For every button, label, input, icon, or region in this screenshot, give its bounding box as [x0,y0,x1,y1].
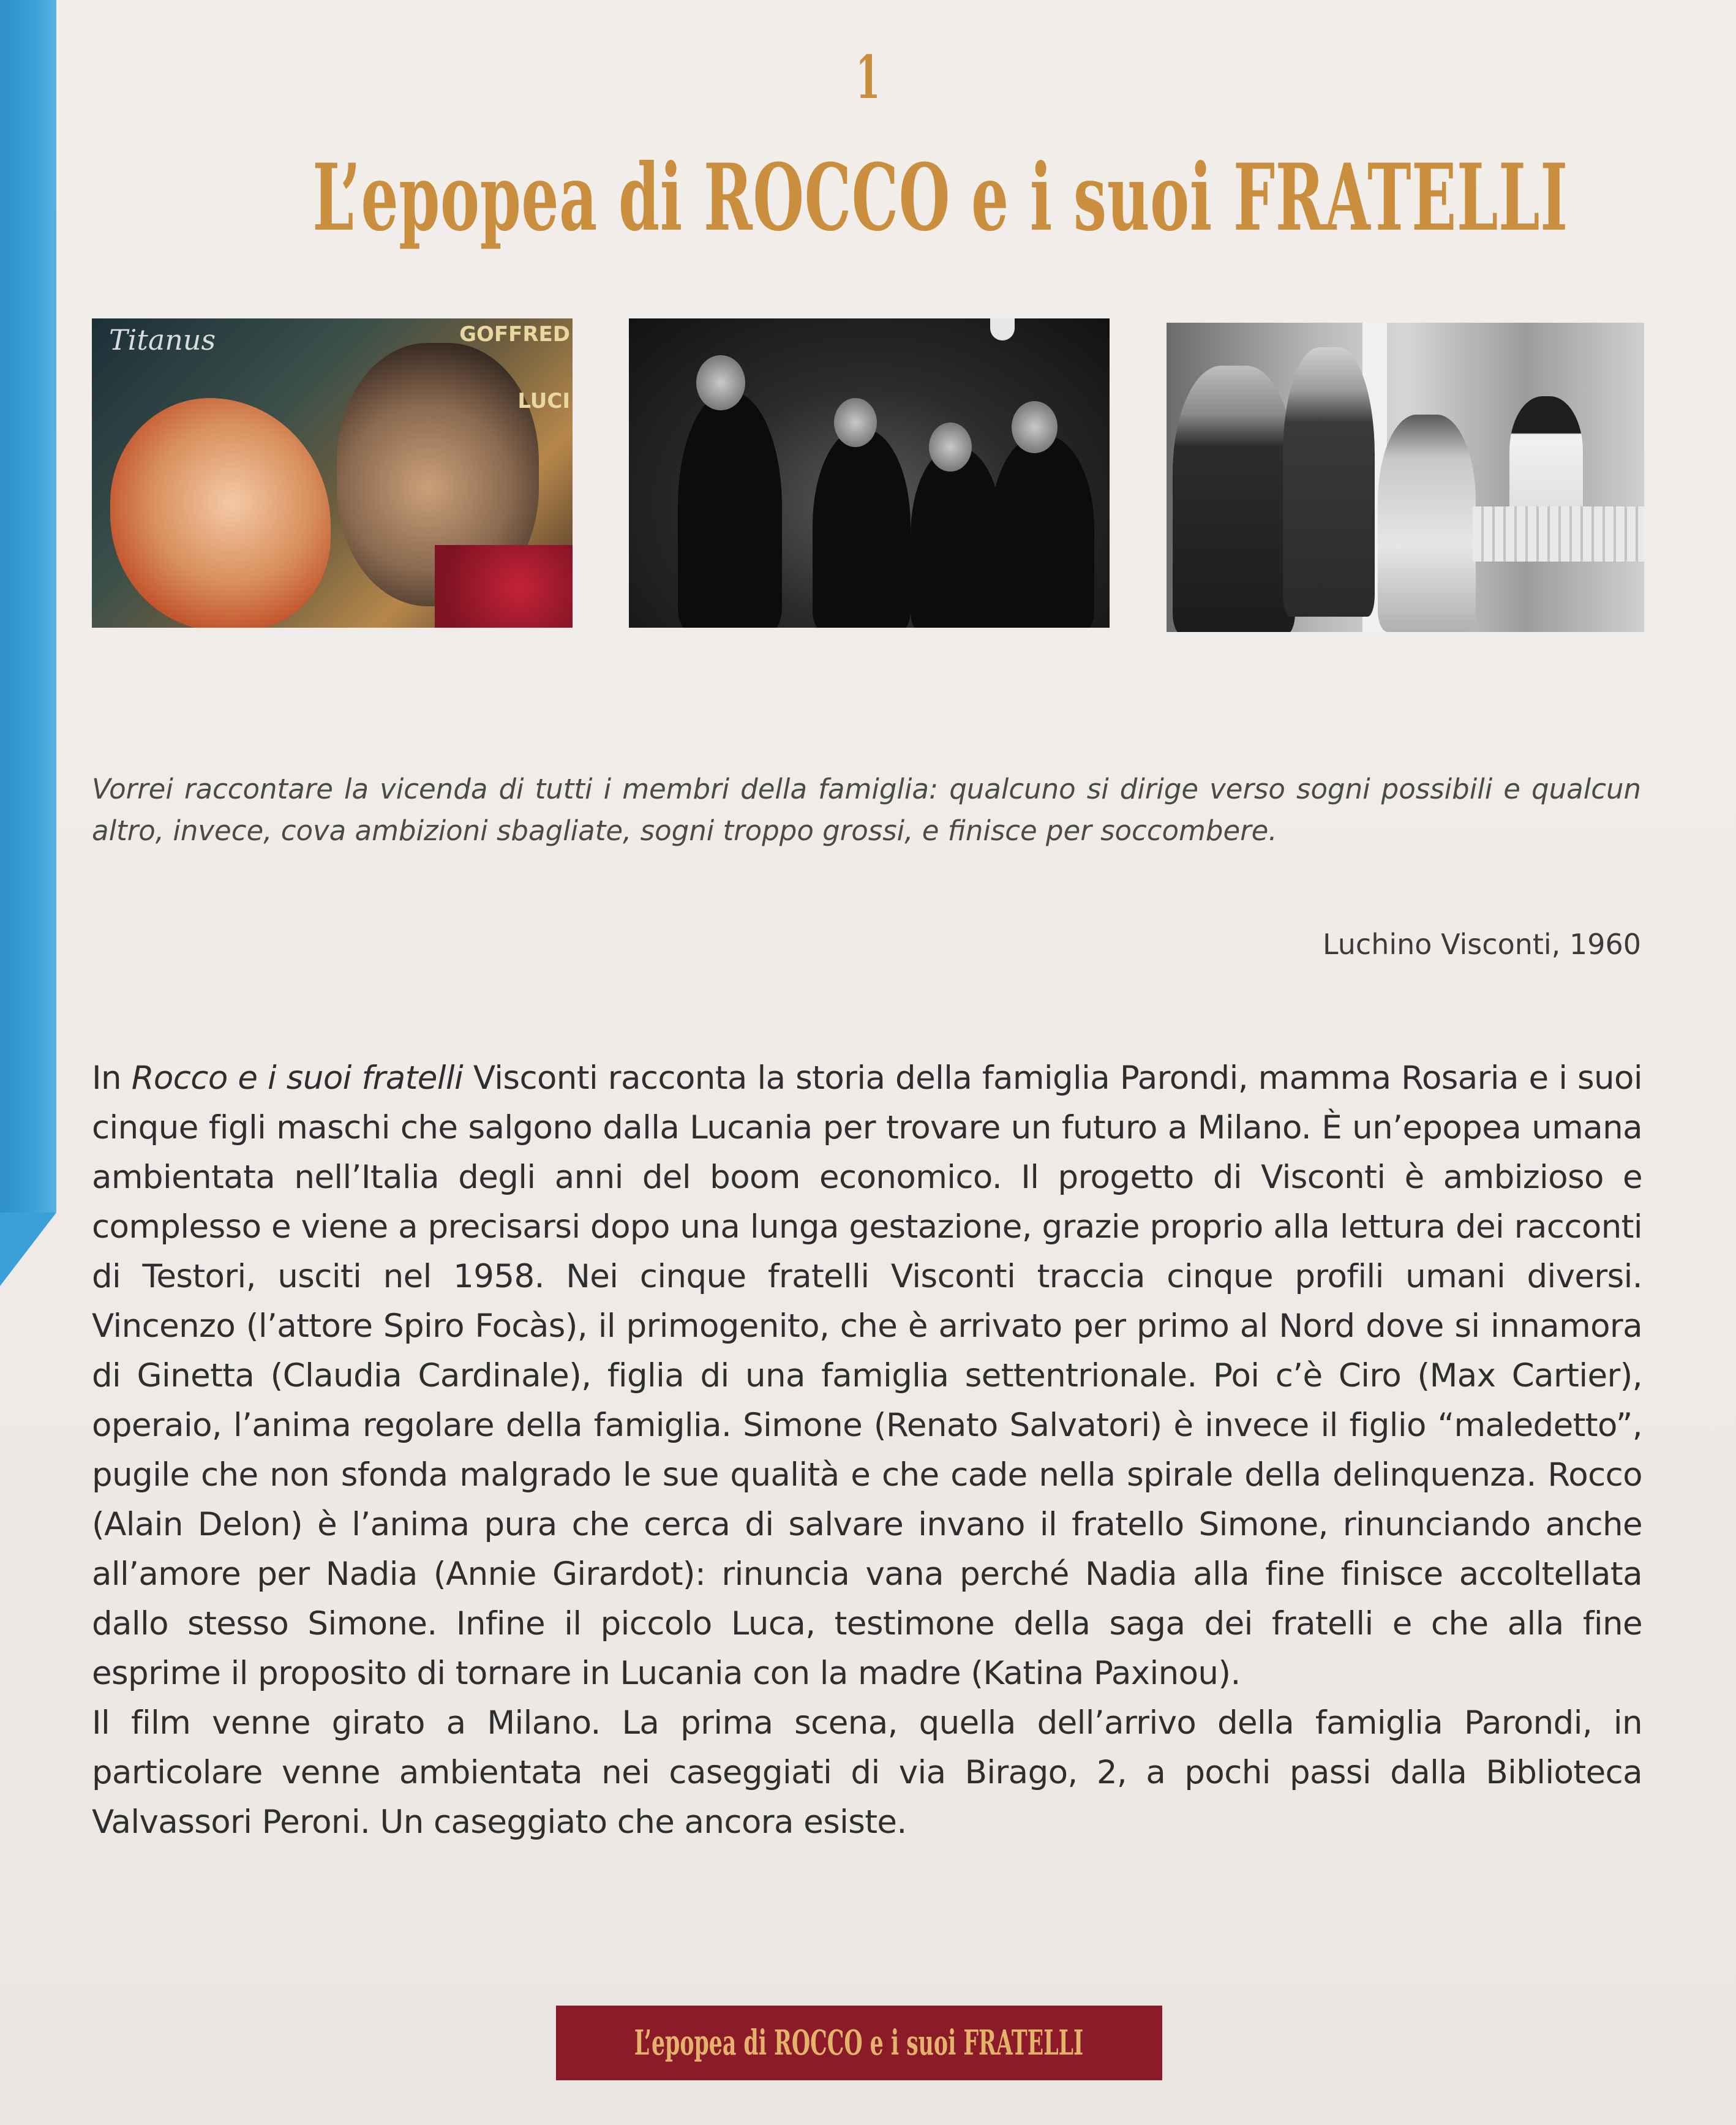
figure-silhouette [911,447,1002,628]
paragraph-2: Il film venne girato a Milano. La prima scena, quella dell’arrivo della famiglia Parondi, in particolare venne ambientata nei caseggiati di via Birago, 2, a pochi passi dalla Biblioteca Valvassori Peroni. Un caseggiato che ancora esiste. [92,1704,1642,1841]
paragraph-1-text: Visconti racconta la storia della famiglia Parondi, mamma Rosaria e i suoi cinque figli maschi che salgono dalla Lucania per trovare un futuro a Milano. È un’epopea umana ambientata nell’Italia degli anni del boom economico. Il progetto di Visconti è ambizioso e complesso e viene a precisarsi dopo una lunga gestazione, grazie proprio alla lettura dei racconti di Testori, usciti nel 1958. Nei cinque fratelli Visconti traccia cinque profili umani diversi. Vincenzo (l’attore Spiro Focàs), il primogenito, che è arrivato per primo al Nord dove si innamora di Ginetta (Claudia Cardinale), figlia di una famiglia settentrionale. Poi c’è Ciro (Max Cartier), operaio, l’anima regolare della famiglia. Simone (Renato Salvatori) è invece il figlio “maledetto”, pugile che non sfonda malgrado le sue qualità e che cade nella spirale della delinquenza. Rocco (Alain Delon) è l’anima pura che cerca di salvare invano il fratello Simone, rinunciando anche all’amore per Nadia (Annie Girardot): rinuncia vana perché Nadia alla fine finisce accoltellata dallo stesso Simone. Infine il piccolo Luca, testimone della saga dei fratelli e che alla fine esprime il proposito di tornare in Lucania con la madre (Katina Paxinou). [92,1059,1642,1692]
man-figure [1173,366,1295,632]
intro-prefix: In [92,1059,132,1097]
ceiling-lamp [990,318,1015,340]
red-coat-shape [435,545,573,628]
boy-figure [1378,415,1476,632]
actress-figure [110,398,331,628]
kitchen-table [1473,506,1644,562]
poster-credit-text: GOFFRED [459,322,570,347]
footer-banner [556,2006,1162,2080]
figure-head [834,398,877,447]
page-title: L’epopea di ROCCO e i suoi FRATELLI [312,144,1568,252]
figure-head [1012,401,1058,453]
film-still-kitchen-scene [1167,323,1644,632]
poster-logo-text: Titanus [109,323,216,356]
visconti-quote: Vorrei raccontare la vicenda di tutti i membri della famiglia: qualcuno si dirige verso sogni possibili e qualcun altro, invece, cova ambizioni sbagliate, sogni troppo grossi, e finisce per soccombere. [92,773,1641,847]
figure-silhouette [813,429,911,628]
paragraph-1 [92,1053,1642,1698]
figure-head [929,423,972,472]
panel-number: 1 [855,43,881,112]
woman-figure [1509,396,1583,519]
body-text [92,1053,1642,1847]
blue-edge-strip [0,0,56,1213]
film-title-italic: Rocco e i suoi fratelli [131,1059,464,1097]
man-figure-2 [1283,347,1375,617]
figure-silhouette [678,392,782,628]
figure-head [696,355,745,410]
quote-author: Luchino Visconti, 1960 [1322,928,1641,961]
film-poster-photo [92,318,573,628]
poster-credit-text-2: LUCI [517,389,570,413]
footer-banner-text: L’epopea di ROCCO e i suoi FRATELLI [634,2023,1084,2063]
film-still-night-scene [629,318,1110,628]
figure-silhouette [990,435,1094,628]
